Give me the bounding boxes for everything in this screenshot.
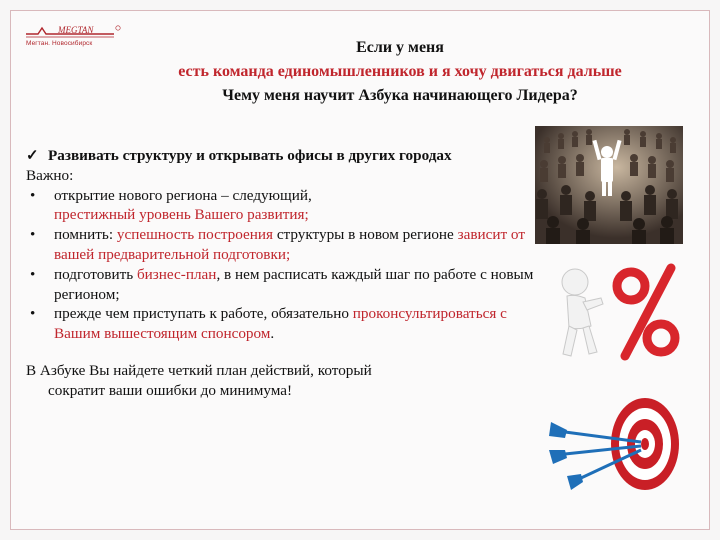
bullet-text: подготовить: [54, 265, 137, 283]
bullet-icon: •: [30, 226, 36, 244]
logo-brand: MEGTAN: [58, 25, 94, 35]
crowd-leader-image: [535, 126, 683, 244]
bullet-text: помнить:: [54, 226, 117, 244]
bullet-highlight: престижный уровень Вашего развития;: [54, 206, 309, 224]
bullet-icon: •: [30, 265, 36, 283]
check-item-text: Развивать структуру и открывать офисы в других городах: [48, 147, 452, 164]
bullet-item: [26, 265, 536, 305]
title-line-1: Если у меня: [356, 39, 444, 56]
bullet-icon: •: [30, 186, 36, 204]
title-line-2: есть команда единомышленников и я хочу двигаться дальше: [178, 63, 622, 80]
bullet-highlight: проконсультироваться с Вашим вышестоящим спонсором: [54, 305, 507, 343]
percent-sign: [617, 268, 675, 356]
target-darts-image: [545, 392, 685, 496]
main-content: [26, 146, 536, 401]
footer-text: [26, 361, 536, 401]
title-line-3: Чему меня научит Азбука начинающего Лидера?: [222, 87, 578, 104]
bullet-text: структуры в новом регионе: [273, 226, 458, 244]
check-mark-icon: ✓: [26, 147, 39, 164]
logo-tagline: Мегтан. Новосибирск: [26, 40, 93, 47]
bullet-highlight: бизнес-план: [136, 265, 217, 283]
bullet-item: [26, 186, 536, 226]
bullet-item: [26, 304, 536, 344]
check-item: [26, 146, 536, 166]
percent-figure-image: [545, 256, 685, 364]
bullet-text: открытие нового региона – следующий,: [54, 186, 312, 204]
bullet-highlight: зависит от вашей предварительной подготовки;: [54, 226, 525, 263]
bullet-text: .: [270, 325, 275, 343]
bullet-icon: •: [30, 305, 36, 323]
bullet-text: , в нем расписать каждый шаг по работе с новым регионом;: [54, 265, 534, 303]
footer-line-2: сократит ваши ошибки до минимума!: [48, 381, 293, 399]
footer-line-1: В Азбуке Вы найдете четкий план действий, который: [26, 361, 372, 379]
target: [611, 398, 679, 490]
important-label: Важно:: [26, 166, 74, 184]
slide-title: [50, 36, 720, 108]
bullet-highlight: успешность построения: [116, 226, 274, 244]
white-figure: [562, 269, 603, 356]
bullet-item: [26, 225, 536, 265]
bullet-text: прежде чем приступать к работе, обязательно: [54, 305, 353, 323]
